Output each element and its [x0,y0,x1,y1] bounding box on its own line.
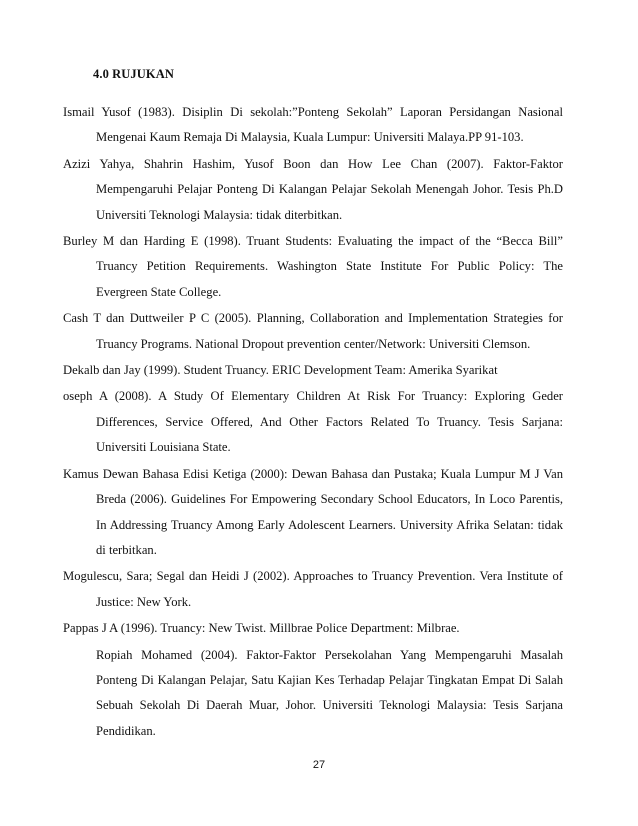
section-heading: 4.0 RUJUKAN [93,67,174,81]
reference-entry: Dekalb dan Jay (1999). Student Truancy. ERIC Development Team: Amerika Syarikat [63,363,498,378]
reference-entry: Cash T dan Duttweiler P C (2005). Planning, Collaboration and Implementation Strategies for Truancy Programs. National Dropout prevention center/Network: Universiti Clemson. [63,311,563,351]
reference-entry: Ismail Yusof (1983). Disiplin Di sekolah:”Ponteng Sekolah” Laporan Persidangan Nasional Mengenai Kaum Remaja Di Malaysia, Kuala Lumpur: Universiti Malaya.PP 91-103. [63,105,563,145]
reference-entry: Pappas J A (1996). Truancy: New Twist. Millbrae Police Department: Milbrae. [63,621,460,636]
reference-entry: Kamus Dewan Bahasa Edisi Ketiga (2000): Dewan Bahasa dan Pustaka; Kuala Lumpur M J Van Breda (2006). Guidelines For Empowering Secondary School Educators, In Loco Parentis, In Addressing Truancy Among Early Adolescent Learners. University Afrika Selatan: tidak di terbitkan. [63,466,563,557]
page-number: 27 [312,759,326,771]
reference-entry: oseph A (2008). A Study Of Elementary Children At Risk For Truancy: Exploring Geder Differences, Service Offered, And Other Factors Related To Truancy. Tesis Sarjana: Universiti Louisiana State. [63,389,563,455]
reference-entry: Mogulescu, Sara; Segal dan Heidi J (2002). Approaches to Truancy Prevention. Vera Institute of Justice: New York. [63,569,563,609]
reference-list [63,100,563,745]
reference-entry: Burley M dan Harding E (1998). Truant Students: Evaluating the impact of the “Becca Bill” Truancy Petition Requirements. Washington State Institute For Public Policy: The Evergreen State College. [63,234,563,299]
reference-entry: Ropiah Mohamed (2004). Faktor-Faktor Persekolahan Yang Mempengaruhi Masalah Ponteng Di Kalangan Pelajar, Satu Kajian Kes Terhadap Pelajar Tingkatan Empat Di Salah Sebuah Sekolah Di Daerah Muar, Johor. Universiti Teknologi Malaysia: Tesis Sarjana Pendidikan. [96,647,563,738]
reference-entry: Azizi Yahya, Shahrin Hashim, Yusof Boon dan How Lee Chan (2007). Faktor-Faktor Mempengaruhi Pelajar Ponteng Di Kalangan Pelajar Sekolah Menengah Johor. Tesis Ph.D Universiti Teknologi Malaysia: tidak diterbitkan. [63,156,563,222]
